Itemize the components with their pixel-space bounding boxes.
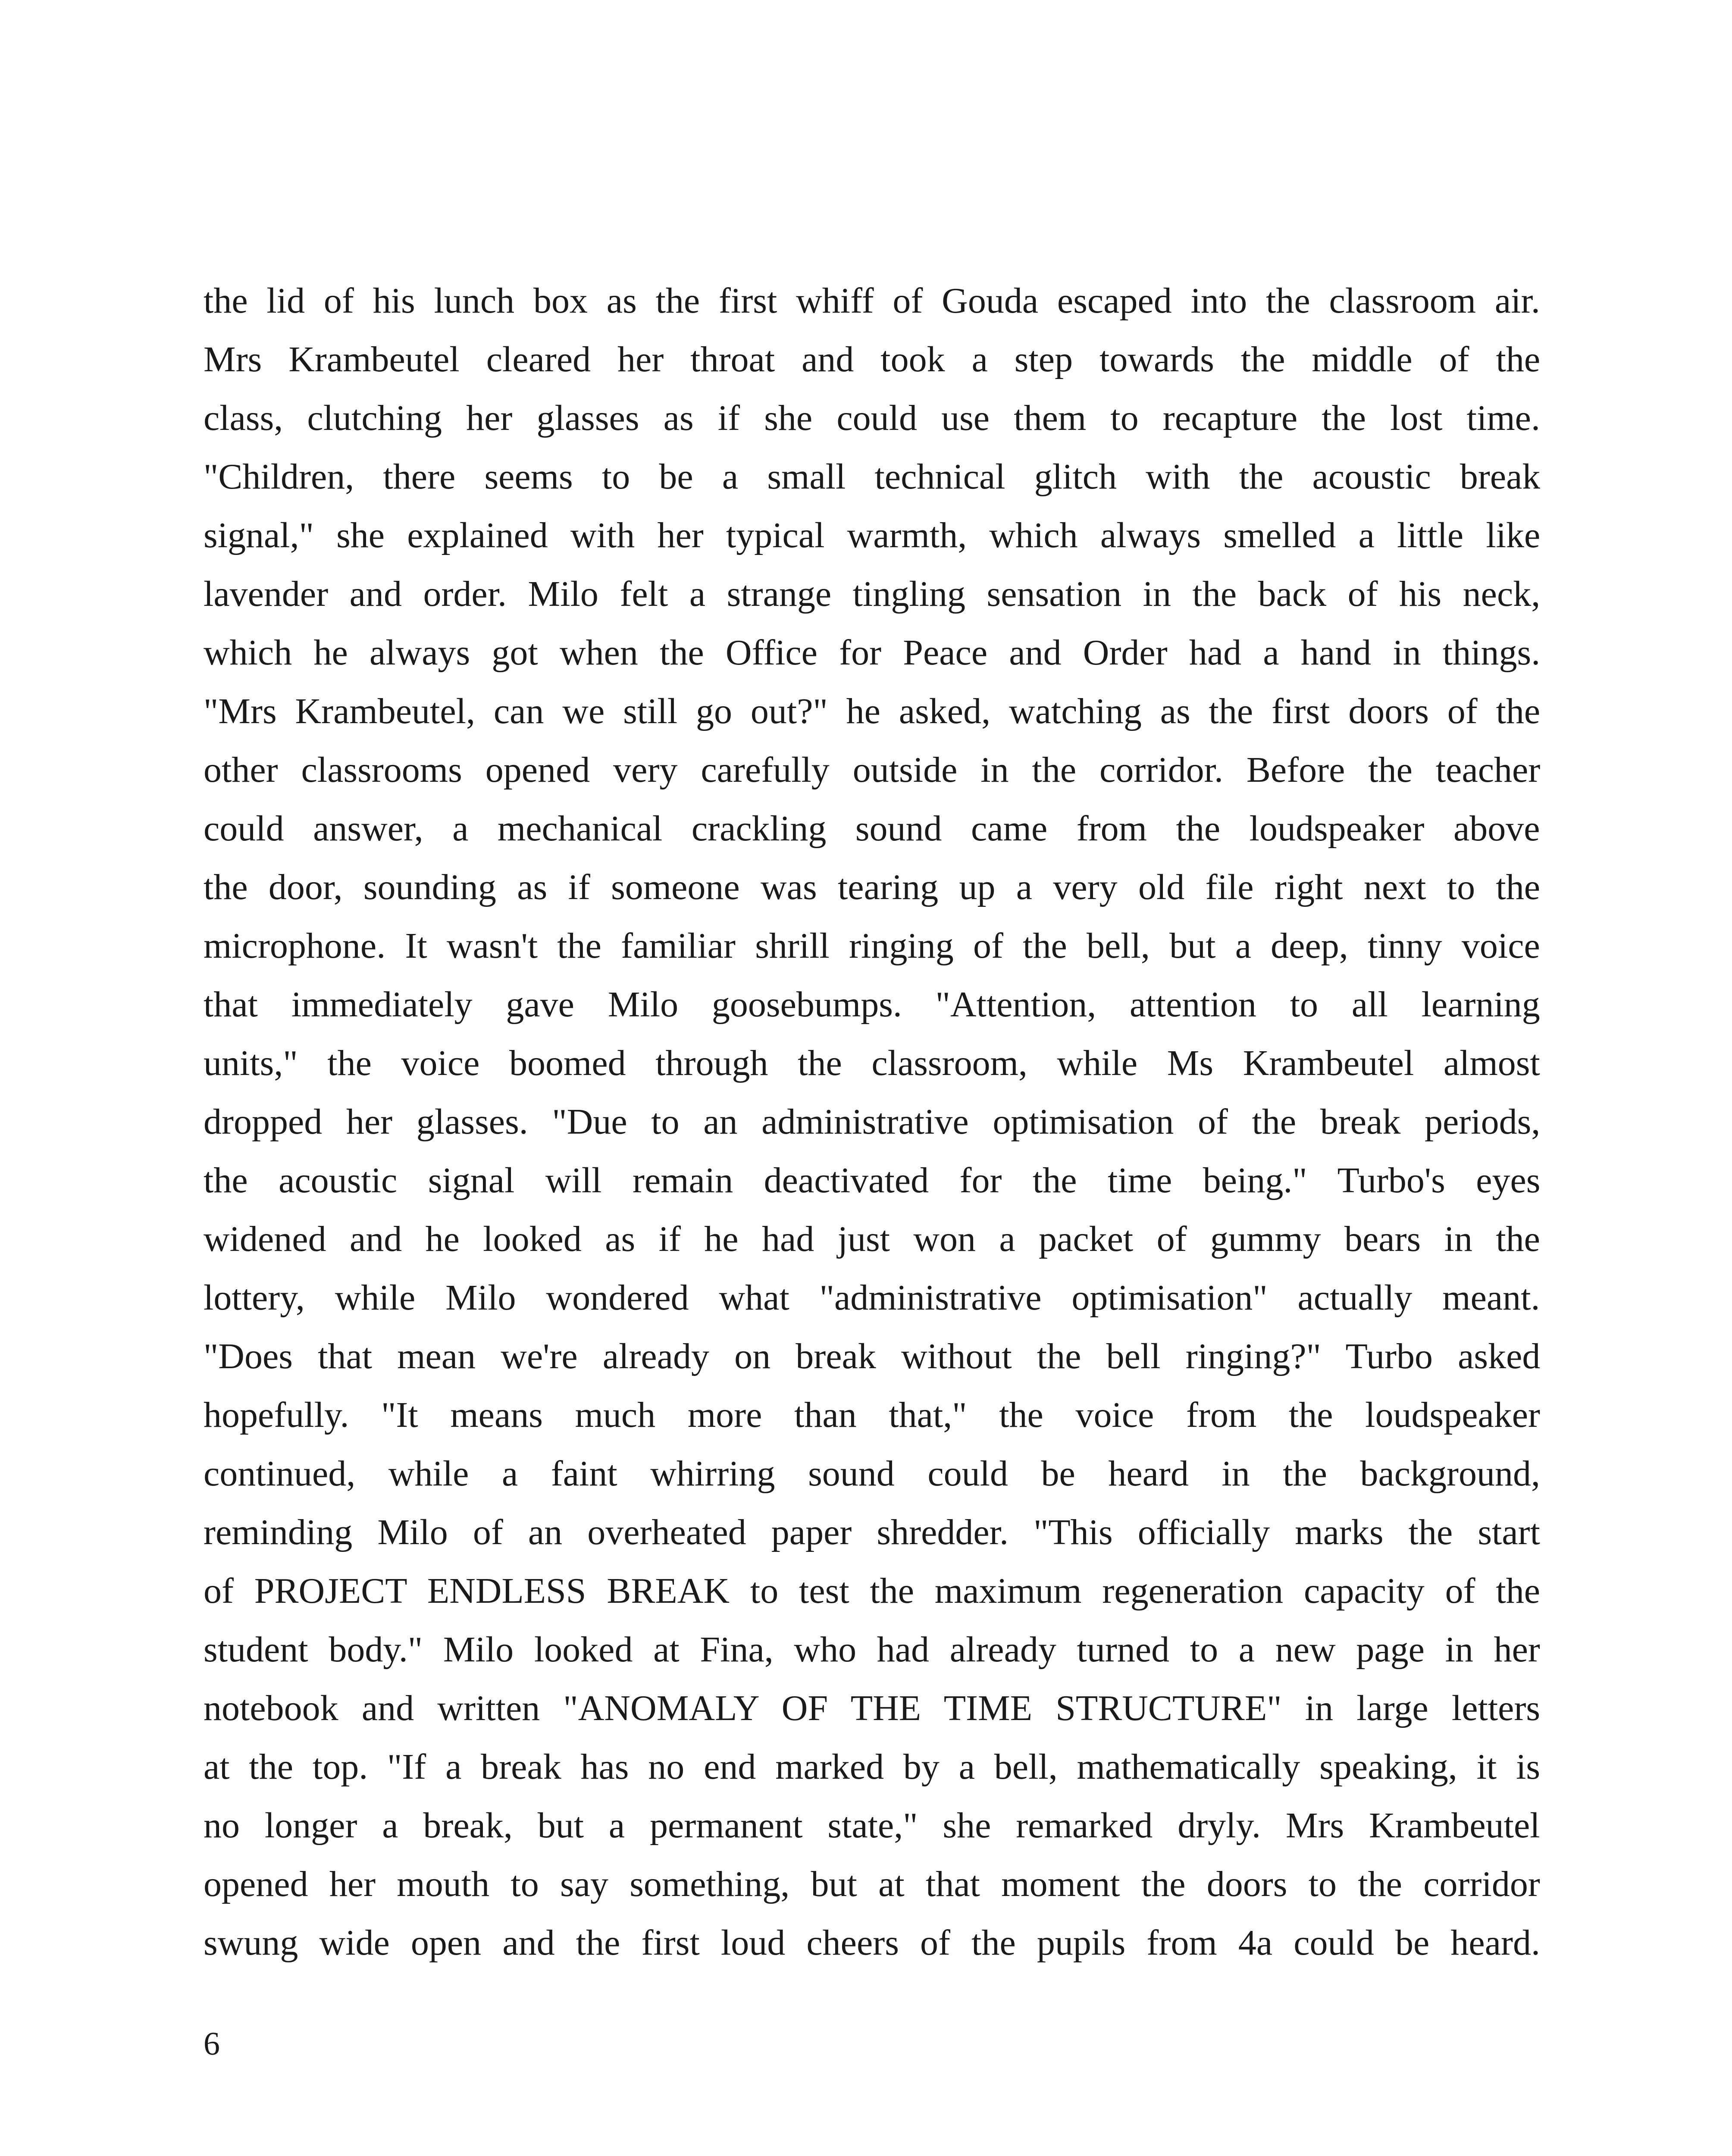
- text-line: could answer, a mechanical crackling sound came from the loudspeaker above: [204, 808, 1540, 849]
- text-line: "Does that mean we're already on break without the bell ringing?" Turbo asked: [204, 1336, 1540, 1376]
- text-line: lottery, while Milo wondered what "administrative optimisation" actually meant.: [204, 1278, 1540, 1318]
- text-line: "Children, there seems to be a small technical glitch with the acoustic break: [204, 457, 1540, 497]
- text-line: student body." Milo looked at Fina, who had already turned to a new page in her: [204, 1630, 1540, 1670]
- text-line: class, clutching her glasses as if she could use them to recapture the lost time.: [204, 398, 1540, 438]
- page-number: 6: [204, 2026, 220, 2062]
- text-line: Mrs Krambeutel cleared her throat and took a step towards the middle of the: [204, 339, 1540, 379]
- text-line: reminding Milo of an overheated paper shredder. "This officially marks the start: [204, 1512, 1540, 1552]
- text-line: dropped her glasses. "Due to an administrative optimisation of the break periods,: [204, 1102, 1540, 1142]
- text-line: the door, sounding as if someone was tearing up a very old file right next to the: [204, 867, 1540, 907]
- text-line: lavender and order. Milo felt a strange tingling sensation in the back of his neck,: [204, 574, 1540, 614]
- text-line: units," the voice boomed through the classroom, while Ms Krambeutel almost: [204, 1043, 1540, 1083]
- text-line: the lid of his lunch box as the first whiff of Gouda escaped into the classroom air.: [204, 281, 1540, 321]
- text-line: continued, while a faint whirring sound could be heard in the background,: [204, 1454, 1540, 1494]
- text-line: other classrooms opened very carefully outside in the corridor. Before the teacher: [204, 750, 1540, 790]
- text-line: at the top. "If a break has no end marked by a bell, mathematically speaking, it is: [204, 1747, 1540, 1787]
- text-line: microphone. It wasn't the familiar shrill ringing of the bell, but a deep, tinny voice: [204, 926, 1540, 966]
- text-line: widened and he looked as if he had just won a packet of gummy bears in the: [204, 1219, 1540, 1259]
- text-line: no longer a break, but a permanent state," she remarked dryly. Mrs Krambeutel: [204, 1805, 1540, 1846]
- text-line: that immediately gave Milo goosebumps. "Attention, attention to all learning: [204, 984, 1540, 1025]
- text-line: signal," she explained with her typical warmth, which always smelled a little like: [204, 515, 1540, 555]
- body-text: [204, 272, 1540, 1972]
- text-line: the acoustic signal will remain deactivated for the time being." Turbo's eyes: [204, 1160, 1540, 1200]
- text-line: swung wide open and the first loud cheers of the pupils from 4a could be heard.: [204, 1923, 1540, 1963]
- text-line: "Mrs Krambeutel, can we still go out?" he asked, watching as the first doors of the: [204, 691, 1540, 731]
- text-line: notebook and written "ANOMALY OF THE TIME STRUCTURE" in large letters: [204, 1688, 1540, 1728]
- text-line: opened her mouth to say something, but at that moment the doors to the corridor: [204, 1864, 1540, 1904]
- text-line: hopefully. "It means much more than that," the voice from the loudspeaker: [204, 1395, 1540, 1435]
- text-line: which he always got when the Office for Peace and Order had a hand in things.: [204, 633, 1540, 673]
- text-line: of PROJECT ENDLESS BREAK to test the maximum regeneration capacity of the: [204, 1571, 1540, 1611]
